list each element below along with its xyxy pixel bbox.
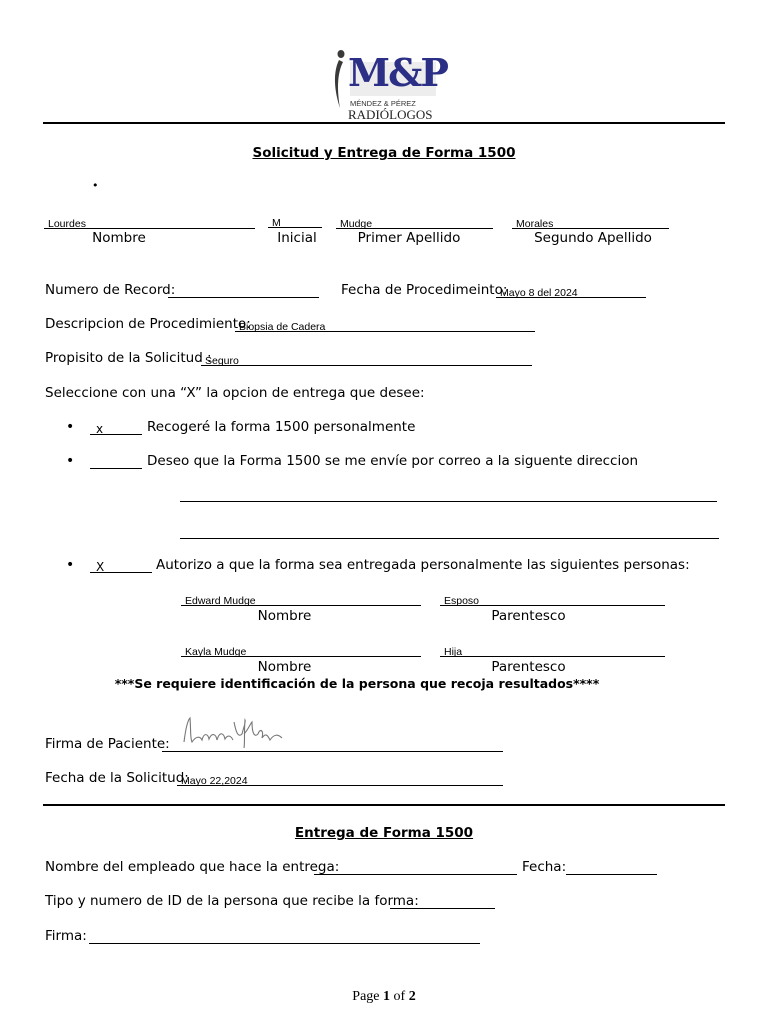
first-name-label: Nombre	[92, 230, 146, 246]
page-total: 2	[408, 989, 416, 1004]
first-name-field[interactable]	[44, 215, 255, 229]
address-line-2[interactable]	[180, 525, 719, 539]
authorized2-name: Kayla Mudge	[185, 646, 247, 658]
page-current: 1	[383, 989, 391, 1004]
id-type-field[interactable]	[390, 895, 495, 909]
delivery-date-field[interactable]	[566, 861, 657, 875]
option1-mark-field[interactable]	[90, 421, 142, 435]
form-title: Solicitud y Entrega de Forma 1500	[252, 145, 516, 161]
purpose-field[interactable]	[201, 352, 532, 366]
authorized2-name-field[interactable]	[181, 643, 421, 657]
page-footer	[0, 989, 768, 1005]
option3-mark-field[interactable]	[90, 559, 152, 573]
delivery-sign-field[interactable]	[89, 930, 480, 944]
company-logo	[330, 44, 447, 124]
option2-text: Deseo que la Forma 1500 se me envíe por correo a la siguente direccion	[147, 453, 639, 469]
select-instruction: Seleccione con una “X” la opcion de entrega que desee:	[45, 385, 425, 401]
authorized2-relation-field[interactable]	[440, 643, 665, 657]
initial-field[interactable]	[268, 214, 322, 228]
last-name2-field[interactable]	[512, 215, 669, 229]
logo-line1: MÉNDEZ & PÉREZ	[350, 99, 416, 108]
authorized1-name-label: Nombre	[257, 608, 312, 624]
last-name1-value: Mudge	[340, 218, 373, 230]
record-field[interactable]	[168, 284, 319, 298]
procedure-date-field[interactable]	[496, 284, 646, 298]
record-label: Numero de Record:	[45, 282, 176, 298]
authorized1-name: Edward Mudge	[185, 595, 256, 607]
option3-bullet: •	[66, 557, 75, 573]
authorized1-relation: Esposo	[444, 595, 480, 607]
delivery-sign-label: Firma:	[45, 928, 87, 944]
option1-bullet: •	[66, 419, 75, 435]
option3-mark: X	[96, 560, 105, 574]
last-name1-field[interactable]	[336, 215, 493, 229]
initial-label: Inicial	[277, 230, 317, 246]
stray-bullet: •	[92, 179, 99, 192]
authorized1-name-field[interactable]	[181, 592, 421, 606]
option1-text: Recogeré la forma 1500 personalmente	[147, 419, 416, 435]
option2-bullet: •	[66, 453, 75, 469]
employee-label: Nombre del empleado que hace la entrega:	[45, 859, 340, 875]
authorized2-name-label: Nombre	[257, 659, 312, 675]
signature-label: Firma de Paciente:	[45, 736, 170, 752]
last-name1-label: Primer Apellido	[357, 230, 461, 246]
delivery-title: Entrega de Forma 1500	[294, 825, 474, 841]
section-divider	[43, 804, 725, 806]
header-divider	[43, 122, 725, 124]
last-name2-value: Morales	[516, 218, 554, 230]
procedure-date-label: Fecha de Procedimeinto:	[341, 282, 508, 298]
page-prefix: Page	[352, 989, 380, 1004]
last-name2-label: Segundo Apellido	[534, 230, 652, 246]
first-name-value: Lourdes	[48, 218, 86, 230]
logo-letters: M&P	[348, 50, 447, 95]
patient-signature-icon	[178, 712, 288, 752]
option3-text: Autorizo a que la forma sea entregada personalmente las siguientes personas:	[156, 557, 690, 573]
purpose-value: Seguro	[205, 355, 239, 367]
request-date-field[interactable]	[177, 772, 503, 786]
authorized2-relation: Hija	[444, 646, 463, 658]
page-of: of	[393, 989, 406, 1004]
procedure-desc-label: Descripcion de Procedimiento:	[45, 316, 251, 332]
address-line-1[interactable]	[180, 488, 717, 502]
logo-line2: RADIÓLOGOS	[348, 107, 433, 122]
authorized1-relation-field[interactable]	[440, 592, 665, 606]
employee-field[interactable]	[314, 861, 517, 875]
purpose-label: Propisito de la Solicitud :	[45, 350, 212, 366]
id-type-label: Tipo y numero de ID de la persona que recibe la forma:	[45, 893, 419, 909]
procedure-desc-value: Biopsia de Cadera	[239, 321, 326, 333]
authorized2-relation-label: Parentesco	[491, 659, 566, 675]
procedure-desc-field[interactable]	[235, 318, 535, 332]
procedure-date-value: Mayo 8 del 2024	[500, 287, 578, 299]
authorized1-relation-label: Parentesco	[491, 608, 566, 624]
initial-value: M	[272, 217, 281, 229]
option1-mark: x	[96, 422, 104, 436]
request-date-label: Fecha de la Solicitud:	[45, 770, 189, 786]
option2-mark-field[interactable]	[90, 455, 142, 469]
request-date-value: Mayo 22,2024	[181, 775, 248, 787]
delivery-date-label: Fecha:	[522, 859, 567, 875]
id-notice: ***Se requiere identificación de la persona que recoja resultados****	[114, 676, 600, 691]
